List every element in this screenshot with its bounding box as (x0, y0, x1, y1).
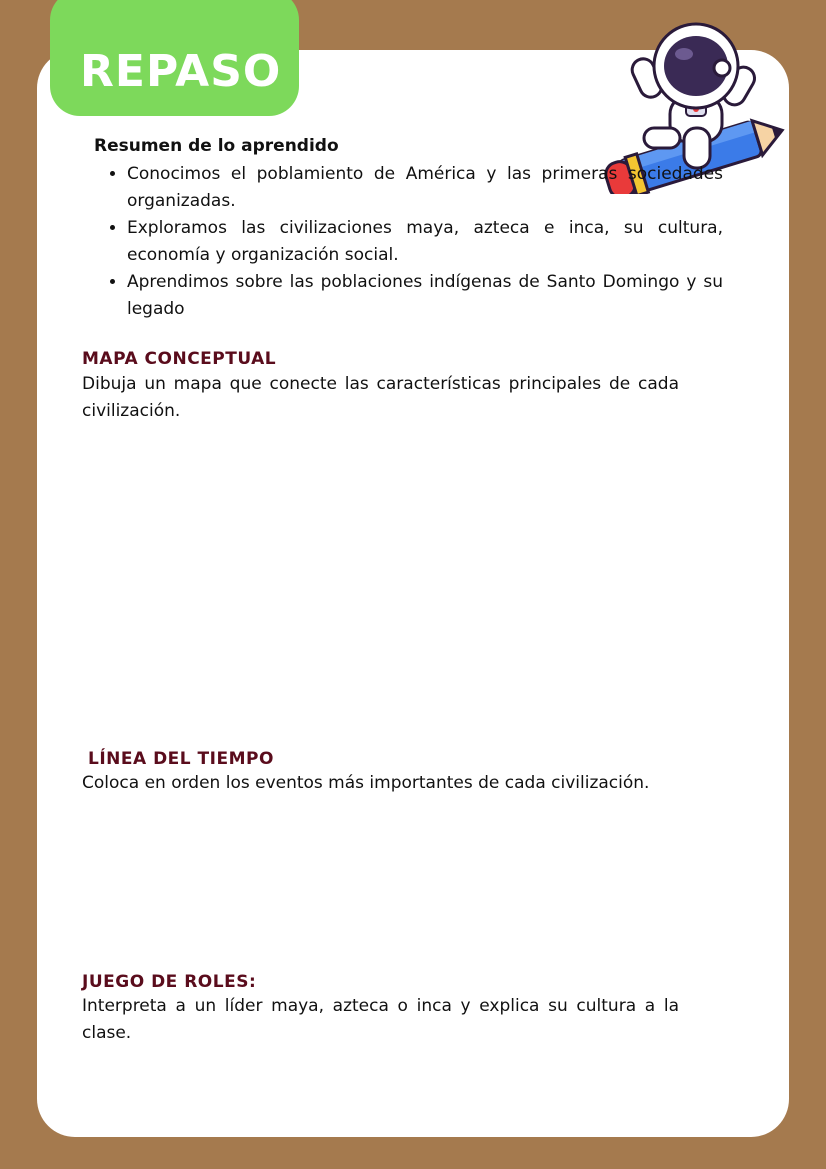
timeline-title: LÍNEA DEL TIEMPO (88, 749, 274, 769)
list-item: • Aprendimos sobre las poblaciones indígenas de Santo Domingo y su legado (127, 269, 723, 323)
timeline-text: Coloca en orden los eventos más importantes de cada civilización. (82, 773, 650, 793)
list-item: • Exploramos las civilizaciones maya, azteca e inca, su cultura, economía y organización social. (127, 215, 723, 269)
page-title: REPASO (80, 46, 282, 97)
list-item: • Conocimos el poblamiento de América y las primeras sociedades organizadas. (127, 161, 723, 215)
concept-map-text: Dibuja un mapa que conecte las características principales de cada civilización. (82, 374, 679, 421)
concept-map-title: MAPA CONCEPTUAL (82, 349, 277, 369)
role-play-text: Interpreta a un líder maya, azteca o inca y explica su cultura a la clase. (82, 996, 679, 1043)
summary-title: Resumen de lo aprendido (94, 136, 339, 156)
summary-list (95, 161, 723, 323)
role-play-title: JUEGO DE ROLES: (82, 972, 257, 992)
